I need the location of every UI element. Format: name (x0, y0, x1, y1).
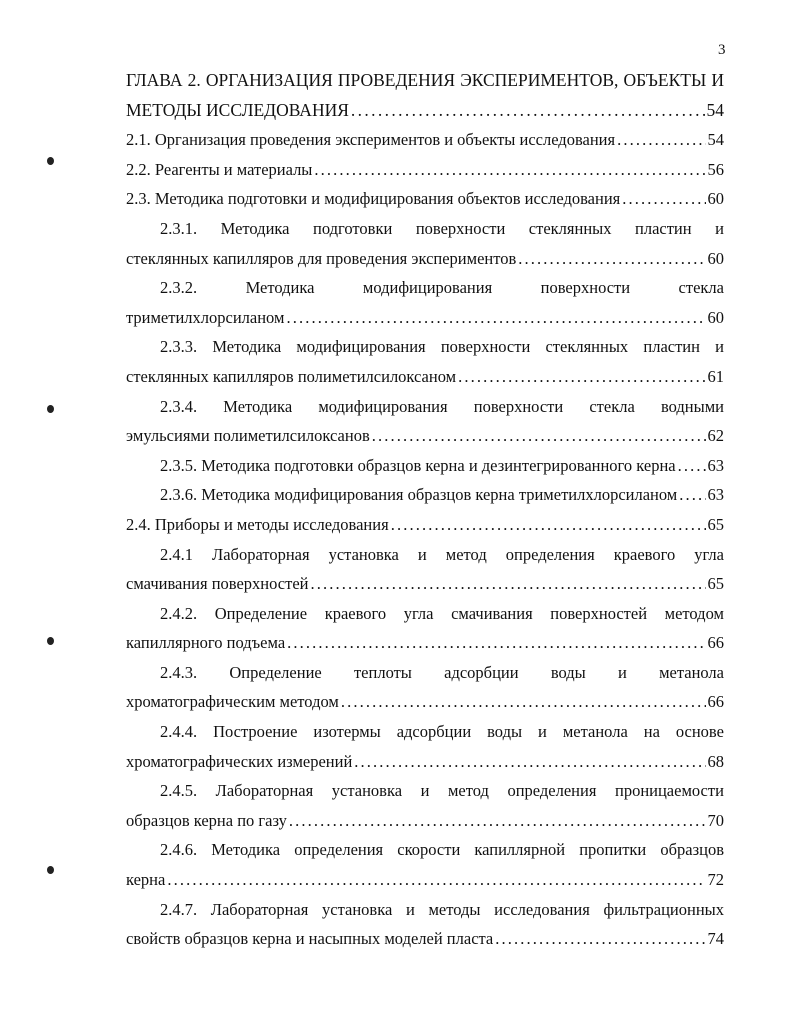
dot-leader (622, 184, 705, 214)
toc-entry-2-4-1[interactable] (126, 569, 724, 599)
toc-entry-2-4[interactable] (126, 510, 724, 540)
toc-entry-2-4-3[interactable] (126, 687, 724, 717)
dot-leader (351, 96, 705, 126)
toc-entry-title: триметилхлорсиланом (126, 307, 285, 327)
toc-entry-title: 2.2. Реагенты и материалы (126, 159, 313, 179)
toc-entry-title: хроматографическим методом (126, 692, 339, 712)
toc-entry-2-4-1-line1: 2.4.1 Лабораторная установка и метод определения краевого угла (160, 544, 724, 564)
toc-page-number: 56 (707, 159, 724, 179)
toc-entry-2-4-7[interactable] (126, 924, 724, 954)
toc-entry-title: 2.3.5. Методика подготовки образцов керна и дезинтегрированного керна (160, 455, 676, 475)
toc-entry-chapter-2[interactable] (126, 96, 724, 126)
toc-entry-title: МЕТОДЫ ИССЛЕДОВАНИЯ (126, 99, 349, 120)
dot-leader (167, 865, 705, 895)
page-number: 3 (718, 42, 726, 58)
toc-entry-2-4-7-line1: 2.4.7. Лабораторная установка и методы исследования фильтрационных (160, 899, 724, 919)
dot-leader (458, 362, 705, 392)
dot-leader (341, 687, 706, 717)
dot-leader (286, 303, 705, 333)
toc-page-number: 54 (706, 99, 724, 120)
binding-hole-mark (47, 157, 54, 165)
toc-entry-title: эмульсиями полиметилсилоксанов (126, 426, 370, 446)
dot-leader (354, 747, 705, 777)
toc-entry-title: образцов керна по газу (126, 810, 287, 830)
toc-entry-2-3-1[interactable] (126, 244, 724, 274)
toc-entry-2-4-6-line1: 2.4.6. Методика определения скорости капиллярной пропитки образцов (160, 840, 724, 860)
toc-page-number: 60 (707, 307, 724, 327)
dot-leader (391, 510, 706, 540)
dot-leader (678, 451, 706, 481)
toc-entry-2-4-6[interactable] (126, 865, 724, 895)
toc-entry-2-4-2-line1: 2.4.2. Определение краевого угла смачивания поверхностей методом (160, 603, 724, 623)
toc-chapter-2-line1: ГЛАВА 2. ОРГАНИЗАЦИЯ ПРОВЕДЕНИЯ ЭКСПЕРИМЕНТОВ, ОБЪЕКТЫ И (126, 70, 724, 90)
dot-leader (372, 421, 706, 451)
toc-entry-2-4-3-line1: 2.4.3. Определение теплоты адсорбции воды и метанола (160, 662, 724, 682)
toc-entry-2-4-4-line1: 2.4.4. Построение изотермы адсорбции воды и метанола на основе (160, 722, 724, 742)
toc-entry-2-3[interactable] (126, 184, 724, 214)
toc-page-number: 60 (707, 189, 724, 209)
toc-entry-title: капиллярного подъема (126, 633, 286, 653)
toc-entry-2-1[interactable] (126, 125, 724, 155)
toc-entry-2-3-5[interactable] (126, 451, 724, 481)
toc-entry-2-3-4-line1: 2.3.4. Методика модифицирования поверхности стекла водными (160, 396, 724, 416)
toc-entry-2-3-2[interactable] (126, 303, 724, 333)
binding-hole-mark (47, 637, 54, 645)
toc-page-number: 66 (707, 633, 724, 653)
toc-entry-2-4-2[interactable] (126, 628, 724, 658)
toc-page-number: 61 (707, 366, 724, 386)
toc-entry-title: свойств образцов керна и насыпных моделей пласта (126, 929, 494, 949)
toc-entry-title: 2.3. Методика подготовки и модифицирования объектов исследования (126, 189, 621, 209)
toc-entry-2-3-3[interactable] (126, 362, 724, 392)
toc-page-number: 62 (707, 426, 724, 446)
toc-page-number: 70 (707, 810, 724, 830)
toc-page-number: 65 (707, 514, 724, 534)
dot-leader (495, 924, 705, 954)
toc-entry-title: керна (126, 870, 166, 890)
toc-entry-2-3-3-line1: 2.3.3. Методика модифицирования поверхности стеклянных пластин и (160, 337, 724, 357)
binding-hole-mark (47, 866, 54, 874)
toc-entry-2-3-2-line1: 2.3.2. Методика модифицирования поверхности стекла (160, 278, 724, 298)
toc-entry-2-3-1-line1: 2.3.1. Методика подготовки поверхности стеклянных пластин и (160, 218, 724, 238)
toc-entry-title: хроматографических измерений (126, 751, 353, 771)
toc-entry-title: 2.4. Приборы и методы исследования (126, 514, 389, 534)
toc-page-number: 63 (707, 455, 724, 475)
dot-leader (518, 244, 705, 274)
dot-leader (289, 806, 706, 836)
dot-leader (617, 125, 705, 155)
dot-leader (287, 628, 705, 658)
toc-page-number: 68 (707, 751, 724, 771)
toc-page-number: 72 (707, 870, 724, 890)
toc-page-number: 63 (707, 485, 724, 505)
toc-page-number: 54 (707, 130, 724, 150)
toc-entry-2-4-4[interactable] (126, 747, 724, 777)
toc-entry-2-4-5[interactable] (126, 806, 724, 836)
binding-hole-mark (47, 405, 54, 413)
table-of-contents (126, 66, 724, 954)
toc-entry-title: 2.1. Организация проведения экспериментов и объекты исследования (126, 130, 616, 150)
toc-page-number: 60 (707, 248, 724, 268)
toc-entry-title: стеклянных капилляров полиметилсилоксаном (126, 366, 457, 386)
toc-entry-2-4-5-line1: 2.4.5. Лабораторная установка и метод определения проницаемости (160, 781, 724, 801)
dot-leader (311, 569, 706, 599)
toc-entry-title: 2.3.6. Методика модифицирования образцов керна триметилхлорсиланом (160, 485, 678, 505)
dot-leader (679, 480, 705, 510)
toc-page-number: 74 (707, 929, 724, 949)
toc-entry-title: смачивания поверхностей (126, 574, 309, 594)
toc-entry-2-2[interactable] (126, 155, 724, 185)
toc-page-number: 66 (707, 692, 724, 712)
toc-entry-title: стеклянных капилляров для проведения экспериментов (126, 248, 517, 268)
toc-entry-2-3-6[interactable] (126, 480, 724, 510)
dot-leader (314, 155, 705, 185)
toc-page-number: 65 (707, 574, 724, 594)
toc-entry-2-3-4[interactable] (126, 421, 724, 451)
